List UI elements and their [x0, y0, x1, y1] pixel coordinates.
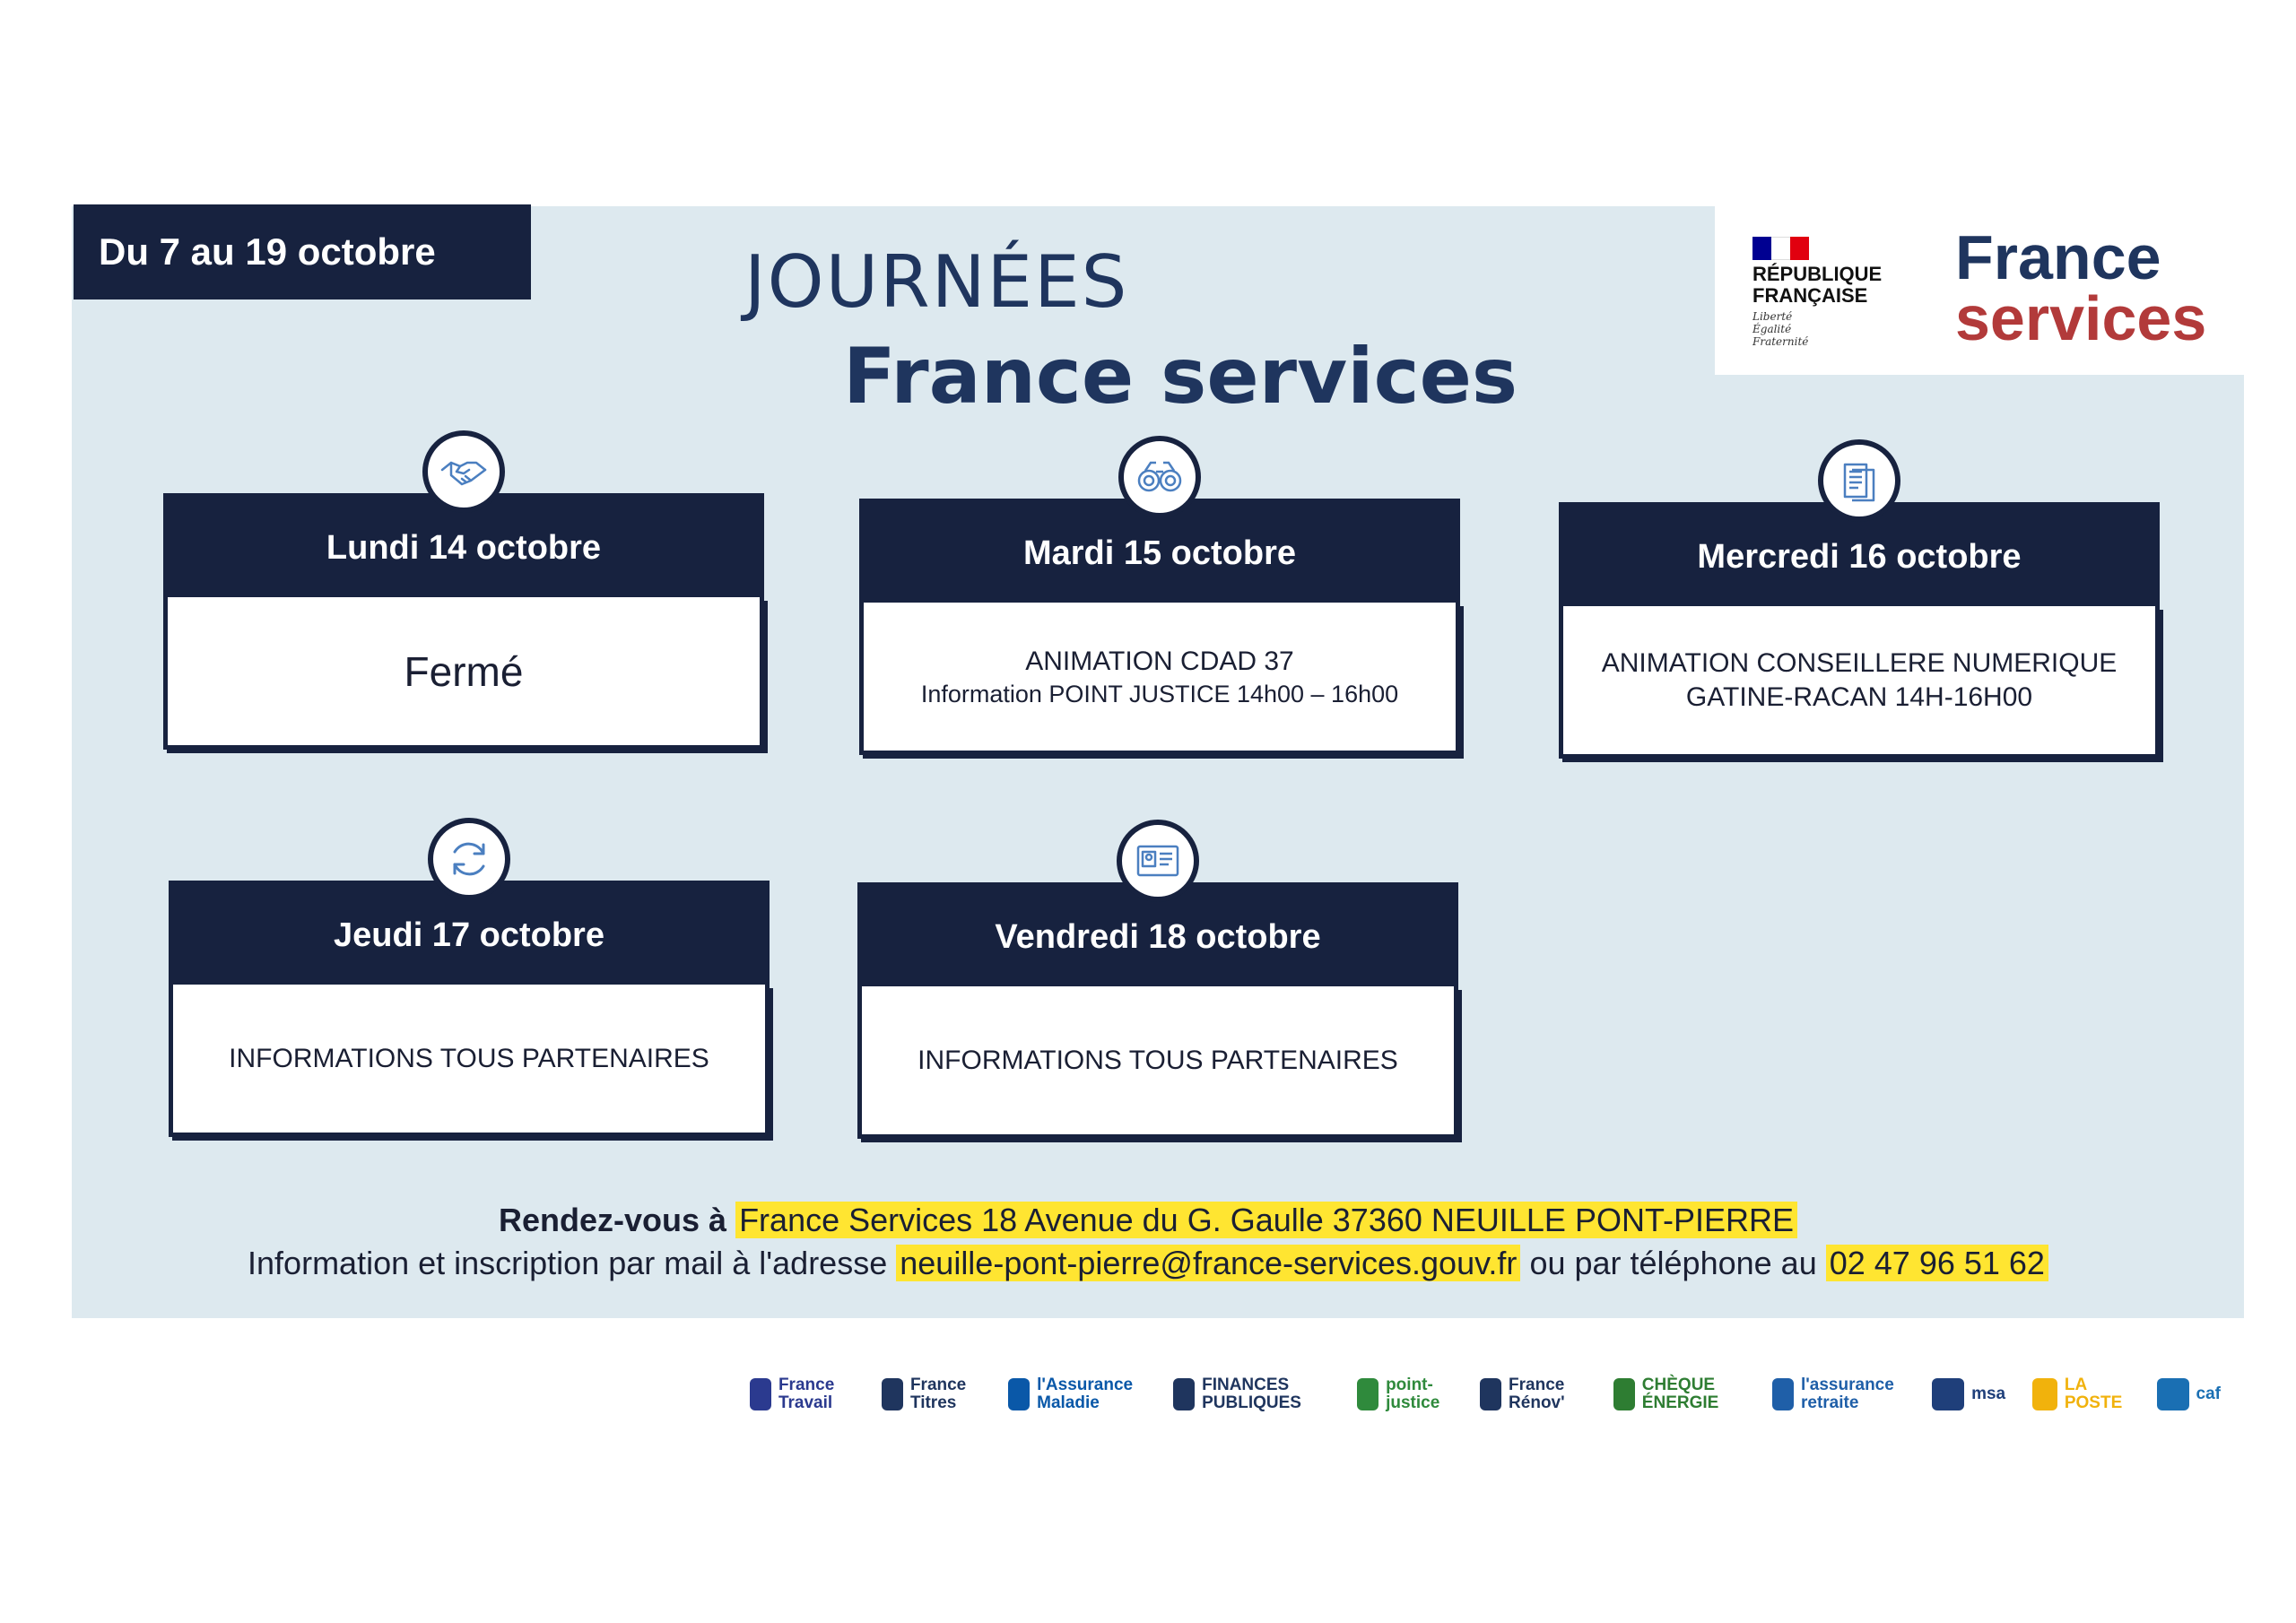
- partner-logo-name: point-justice: [1386, 1376, 1440, 1412]
- partner-logo: [1008, 1376, 1146, 1412]
- title-france-services: France services: [843, 332, 1518, 421]
- email-link[interactable]: neuille-pont-pierre@france-services.gouv.fr: [896, 1245, 1520, 1281]
- binoculars-icon: [1118, 436, 1201, 518]
- title-journees: JOURNÉES: [744, 240, 1129, 324]
- partner-logo-icon: [1008, 1378, 1030, 1410]
- rendez-vous-line: [0, 1202, 2296, 1239]
- info-label: Information et inscription par mail à l'adresse: [248, 1245, 888, 1281]
- day-content: [1559, 606, 2160, 759]
- republique-francaise-label: RÉPUBLIQUE FRANÇAISE: [1752, 263, 1883, 307]
- partner-logo: [1480, 1376, 1587, 1412]
- partner-logo: [882, 1376, 981, 1412]
- france-services-logo-services: services: [1955, 283, 2207, 353]
- partner-logo: [1173, 1376, 1330, 1412]
- partner-logo-name: France Rénov': [1509, 1376, 1565, 1412]
- france-services-logo-france: France: [1955, 222, 2161, 292]
- day-card-vendredi: [857, 882, 1458, 1139]
- partner-logo: [2032, 1376, 2129, 1412]
- partner-logo: [1613, 1376, 1745, 1412]
- logo-block: [1715, 204, 2244, 375]
- day-heading: Jeudi 17 octobre: [169, 881, 770, 985]
- partner-logo-icon: [750, 1378, 771, 1410]
- partner-logo-name: CHÈQUE ÉNERGIE: [1641, 1376, 1719, 1412]
- partner-logo-name: l'assurance retraite: [1801, 1376, 1894, 1412]
- marianne-flag-icon: [1752, 237, 1810, 260]
- partner-logo-icon: [1480, 1378, 1501, 1410]
- partner-logo-icon: [1613, 1378, 1635, 1410]
- partner-logo: [1772, 1376, 1905, 1412]
- partner-logo-icon: [1173, 1378, 1195, 1410]
- day-content: [859, 603, 1460, 755]
- partner-logo-name: FINANCES PUBLIQUES: [1202, 1376, 1301, 1412]
- partner-logo-icon: [2157, 1378, 2189, 1410]
- partner-logo-icon: [1932, 1378, 1964, 1410]
- partner-logo-icon: [1357, 1378, 1378, 1410]
- day-content-line: INFORMATIONS TOUS PARTENAIRES: [918, 1045, 1398, 1075]
- phone-number[interactable]: 02 47 96 51 62: [1826, 1245, 2048, 1281]
- partner-logo-name: LA POSTE: [2064, 1376, 2123, 1412]
- day-heading: Lundi 14 octobre: [163, 493, 764, 597]
- partner-logo-name: l'Assurance Maladie: [1037, 1376, 1134, 1412]
- phone-label: ou par téléphone au: [1529, 1245, 1817, 1281]
- rdv-label: Rendez-vous à: [498, 1202, 727, 1238]
- day-heading: Mardi 15 octobre: [859, 499, 1460, 603]
- partner-logo: [1932, 1378, 2005, 1410]
- partner-logo: [750, 1376, 855, 1412]
- day-content: [163, 597, 764, 750]
- day-content: [857, 986, 1458, 1139]
- date-range-banner: Du 7 au 19 octobre: [74, 204, 531, 299]
- day-card-mardi: [859, 499, 1460, 755]
- contact-line: [0, 1245, 2296, 1282]
- handshake-icon: [422, 430, 505, 513]
- day-card-lundi: [163, 493, 764, 750]
- partner-logos: [750, 1354, 2221, 1435]
- day-content: [169, 985, 770, 1137]
- day-card-jeudi: [169, 881, 770, 1137]
- day-heading: Vendredi 18 octobre: [857, 882, 1458, 986]
- day-card-mercredi: [1559, 502, 2160, 759]
- partner-logo-icon: [2032, 1378, 2057, 1410]
- documents-icon: [1818, 439, 1900, 522]
- partner-logo-icon: [882, 1378, 903, 1410]
- day-content-line: Information POINT JUSTICE 14h00 – 16h00: [920, 680, 1399, 707]
- day-content-line: ANIMATION CDAD 37: [1025, 646, 1294, 676]
- partner-logo-name: caf: [2196, 1384, 2221, 1403]
- partner-logo-name: France Travail: [778, 1376, 835, 1412]
- day-content-line: INFORMATIONS TOUS PARTENAIRES: [229, 1043, 709, 1073]
- day-content-line: Fermé: [404, 647, 524, 695]
- day-heading: Mercredi 16 octobre: [1559, 502, 2160, 606]
- day-content-line: GATINE-RACAN 14H-16H00: [1685, 681, 2033, 712]
- partner-logo-name: msa: [1971, 1384, 2006, 1403]
- day-content-line: ANIMATION CONSEILLERE NUMERIQUE: [1601, 647, 2118, 678]
- republic-motto: Liberté Égalité Fraternité: [1752, 310, 1809, 348]
- partner-logo: [2157, 1378, 2221, 1410]
- partner-logo-name: France Titres: [909, 1376, 967, 1412]
- refresh-icon: [428, 818, 510, 900]
- partner-logo-icon: [1772, 1378, 1794, 1410]
- id-card-icon: [1117, 820, 1199, 902]
- address-highlight: France Services 18 Avenue du G. Gaulle 37360 NEUILLE PONT-PIERRE: [735, 1202, 1797, 1238]
- partner-logo: [1357, 1376, 1453, 1412]
